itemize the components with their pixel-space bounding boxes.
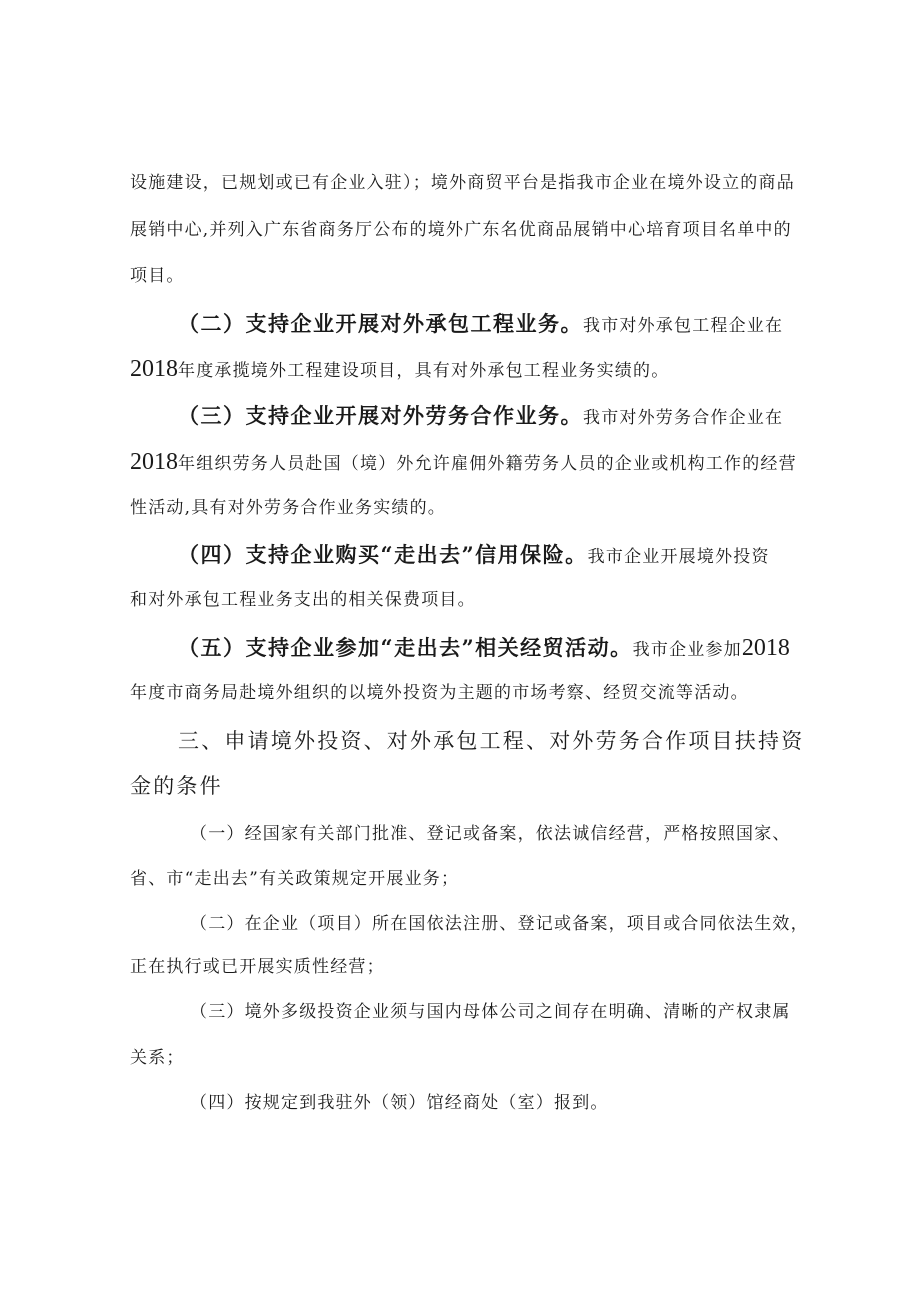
- paragraph-line: 性活动,具有对外劳务合作业务实绩的。: [130, 498, 447, 518]
- year-number: 2018: [130, 356, 178, 382]
- section-5-text: 我市企业参加: [632, 640, 742, 660]
- section-5-heading: （五）支持企业参加“走出去”相关经贸活动。: [178, 635, 633, 660]
- condition-item-3-cont: 关系；: [130, 1048, 185, 1068]
- condition-item-2-cont: 正在执行或已开展实质性经营；: [130, 957, 385, 977]
- section-3-text: 我市对外劳务合作企业在: [583, 408, 784, 428]
- section-heading-3-cont: 金的条件: [130, 774, 223, 798]
- section-3-heading: （三）支持企业开展对外劳务合作业务。: [178, 403, 583, 428]
- paragraph-line: 年度市商务局赴境外组织的以境外投资为主题的市场考察、经贸交流等活动。: [130, 683, 749, 703]
- section-4-line: [178, 544, 770, 566]
- section-4-text: 我市企业开展境外投资: [587, 547, 770, 567]
- year-number: 2018: [130, 449, 178, 475]
- paragraph-line: 设施建设，已规划或已有企业入驻）；境外商贸平台是指我市企业在境外设立的商品: [130, 173, 795, 193]
- section-3-text-cont: 年组织劳务人员赴国（境）外允许雇佣外籍劳务人员的企业或机构工作的经营: [178, 454, 797, 474]
- paragraph-line: 和对外承包工程业务支出的相关保费项目。: [130, 590, 476, 610]
- paragraph-line: 项目。: [130, 266, 185, 286]
- section-2-line-2: [130, 357, 669, 381]
- condition-item-4: （四）按规定到我驻外（领）馆经商处（室）报到。: [190, 1093, 609, 1113]
- section-5-line: [178, 636, 790, 660]
- condition-item-1-cont: 省、市“走出去”有关政策规定开展业务；: [130, 869, 460, 889]
- section-3-line: [178, 405, 783, 427]
- section-2-text-cont: 年度承揽境外工程建设项目，具有对外承包工程业务实绩的。: [178, 361, 670, 381]
- paragraph-line: 展销中心,并列入广东省商务厅公布的境外广东名优商品展销中心培育项目名单中的: [130, 220, 792, 240]
- section-2-text: 我市对外承包工程企业在: [583, 316, 784, 336]
- section-4-heading: （四）支持企业购买“走出去”信用保险。: [178, 542, 588, 567]
- year-number: 2018: [741, 635, 790, 661]
- section-heading-3: 三、申请境外投资、对外承包工程、对外劳务合作项目扶持资: [178, 729, 805, 753]
- condition-item-1: （一）经国家有关部门批准、登记或备案，依法诚信经营，严格按照国家、: [190, 824, 791, 844]
- condition-item-2: （二）在企业（项目）所在国依法注册、登记或备案，项目或合同依法生效，: [190, 914, 809, 934]
- section-3-line-2: [130, 450, 797, 474]
- section-2-heading: （二）支持企业开展对外承包工程业务。: [178, 311, 583, 336]
- section-2-line: [178, 313, 783, 335]
- condition-item-3: （三）境外多级投资企业须与国内母体公司之间存在明确、清晰的产权隶属: [190, 1002, 791, 1022]
